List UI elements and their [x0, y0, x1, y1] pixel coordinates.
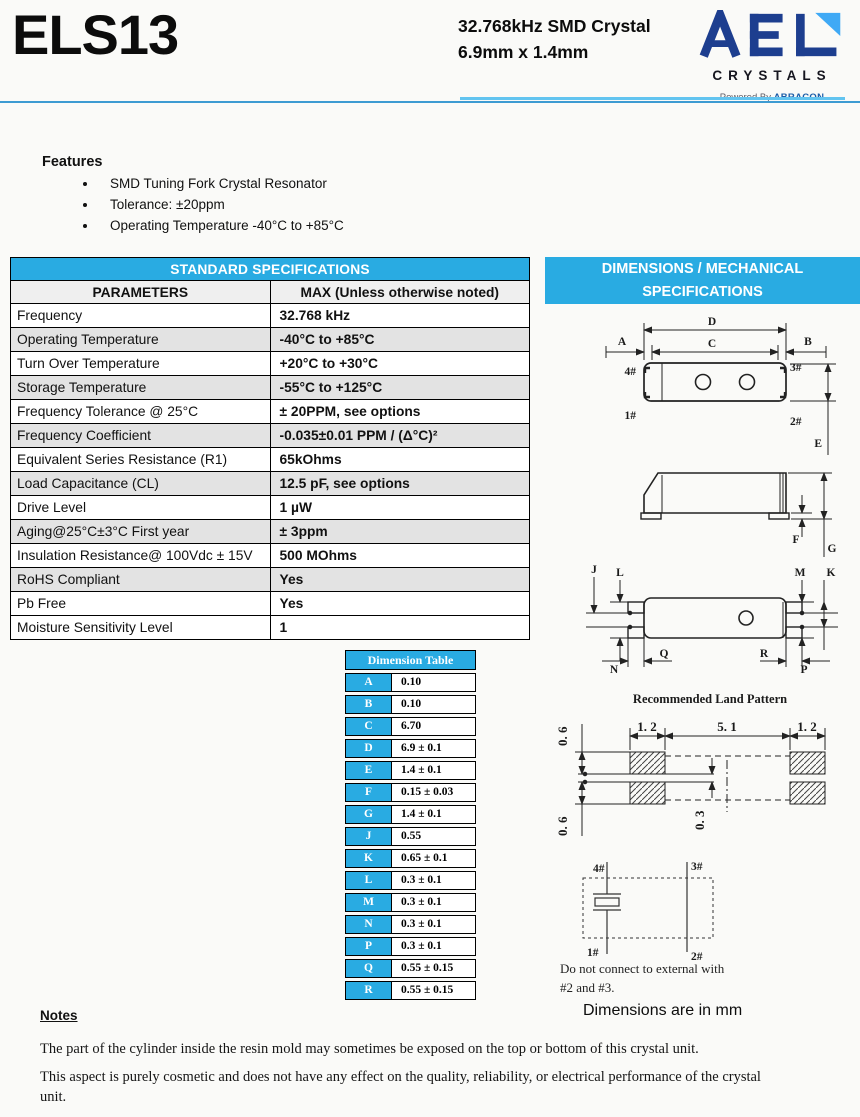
dimension-table-title: Dimension Table [345, 650, 476, 670]
table-row: C 6.70 [345, 717, 476, 737]
schematic-pin-4: 4# [593, 863, 605, 875]
dim-label-G: G [827, 543, 837, 555]
header-divider-accent [460, 97, 845, 100]
subtitle-line1: 32.768kHz SMD Crystal [458, 16, 651, 36]
features-heading: Features [42, 154, 103, 170]
table-row: Turn Over Temperature +20°C to +30°C [11, 352, 530, 376]
pin-label-4: 4# [624, 366, 636, 378]
spec-col-max: MAX (Unless otherwise noted) [270, 281, 530, 304]
table-row: M 0.3 ± 0.1 [345, 893, 476, 913]
dim-label-N: N [609, 664, 619, 676]
header-divider [0, 101, 860, 103]
feature-item: • SMD Tuning Fork Crystal Resonator [98, 176, 344, 192]
table-row: N 0.3 ± 0.1 [345, 915, 476, 935]
table-row: Storage Temperature -55°C to +125°C [11, 376, 530, 400]
table-row: Drive Level 1 µW [11, 496, 530, 520]
land-dim-gap: 0. 3 [692, 810, 707, 830]
dim-label-E: E [814, 438, 822, 450]
table-row: Frequency Tolerance @ 25°C ± 20PPM, see options [11, 400, 530, 424]
dim-label-B: B [804, 336, 812, 348]
dim-label-R: R [759, 648, 769, 660]
table-row: Insulation Resistance@ 100Vdc ± 15V 500 MOhms [11, 544, 530, 568]
page-title: ELS13 [12, 3, 179, 66]
table-row: G 1.4 ± 0.1 [345, 805, 476, 825]
pin-schematic [565, 852, 750, 964]
land-pattern-title: Recommended Land Pattern [632, 692, 788, 706]
table-row: R 0.55 ± 0.15 [345, 981, 476, 1001]
table-row: E 1.4 ± 0.1 [345, 761, 476, 781]
table-row: B 0.10 [345, 695, 476, 715]
pin-label-2: 2# [790, 416, 802, 428]
dim-label-F: F [792, 534, 800, 546]
schematic-pin-2: 2# [691, 951, 703, 963]
logo-crystals-text: CRYSTALS [712, 68, 832, 83]
schematic-pin-3: 3# [691, 861, 703, 873]
pin-label-3: 3# [790, 362, 802, 374]
note-paragraph-1: The part of the cylinder inside the resin mold may sometimes be exposed on the top or bottom of this crystal unit. [40, 1041, 699, 1057]
table-row: F 0.15 ± 0.03 [345, 783, 476, 803]
ael-crystals-logo [688, 10, 856, 103]
dim-label-M: M [794, 567, 806, 579]
land-dim-right: 1. 2 [797, 719, 817, 734]
dim-label-J: J [591, 564, 597, 576]
ael-logo-icon [697, 10, 847, 60]
product-subtitle [458, 13, 651, 66]
land-dim-bottom-left: 0. 6 [555, 816, 570, 836]
land-dim-mid: 5. 1 [717, 719, 737, 734]
features-list [74, 176, 344, 239]
pin-label-1: 1# [624, 410, 636, 422]
table-row: P 0.3 ± 0.1 [345, 937, 476, 957]
table-row: Pb Free Yes [11, 592, 530, 616]
schematic-note: Do not connect to external with #2 and #3. [560, 961, 725, 995]
spec-table-title: STANDARD SPECIFICATIONS [11, 258, 530, 281]
dimension-table [345, 650, 476, 1000]
subtitle-line2: 6.9mm x 1.4mm [458, 42, 589, 63]
feature-item: • Tolerance: ±20ppm [98, 197, 344, 213]
mechanical-drawing [540, 305, 860, 700]
spec-col-parameters: PARAMETERS [11, 281, 271, 304]
schematic-pin-1: 1# [587, 947, 599, 959]
table-row: Moisture Sensitivity Level 1 [11, 616, 530, 640]
land-dim-left: 1. 2 [637, 719, 657, 734]
note-paragraph-2: This aspect is purely cosmetic and does not have any effect on the quality, reliability, or electrical performance of the crystal unit. [40, 1069, 761, 1105]
dim-label-D: D [707, 316, 717, 328]
dim-label-K: K [826, 567, 836, 579]
dimensions-panel-header: DIMENSIONS / MECHANICAL SPECIFICATIONS [545, 257, 860, 304]
land-dim-top-left: 0. 6 [555, 726, 570, 746]
table-row: RoHS Compliant Yes [11, 568, 530, 592]
dim-label-C: C [707, 338, 717, 350]
table-row: Frequency 32.768 kHz [11, 304, 530, 328]
standard-specifications-table [10, 257, 530, 640]
table-row: D 6.9 ± 0.1 [345, 739, 476, 759]
dim-label-P: P [800, 664, 808, 676]
table-row: A 0.10 [345, 673, 476, 693]
feature-item: • Operating Temperature -40°C to +85°C [98, 218, 344, 234]
units-note: Dimensions are in mm [583, 1002, 743, 1019]
table-row: Q 0.55 ± 0.15 [345, 959, 476, 979]
dim-label-A: A [617, 336, 627, 348]
dim-label-L: L [616, 567, 624, 579]
table-row: Frequency Coefficient -0.035±0.01 PPM / (Δ°C)² [11, 424, 530, 448]
table-row: Operating Temperature -40°C to +85°C [11, 328, 530, 352]
table-row: L 0.3 ± 0.1 [345, 871, 476, 891]
table-row: Aging@25°C±3°C First year ± 3ppm [11, 520, 530, 544]
land-pattern-drawing [552, 704, 860, 854]
table-row: Equivalent Series Resistance (R1) 65kOhms [11, 448, 530, 472]
dim-label-Q: Q [659, 648, 669, 660]
table-row: Load Capacitance (CL) 12.5 pF, see options [11, 472, 530, 496]
table-row: K 0.65 ± 0.1 [345, 849, 476, 869]
table-row: J 0.55 [345, 827, 476, 847]
notes-heading: Notes [40, 1008, 78, 1023]
